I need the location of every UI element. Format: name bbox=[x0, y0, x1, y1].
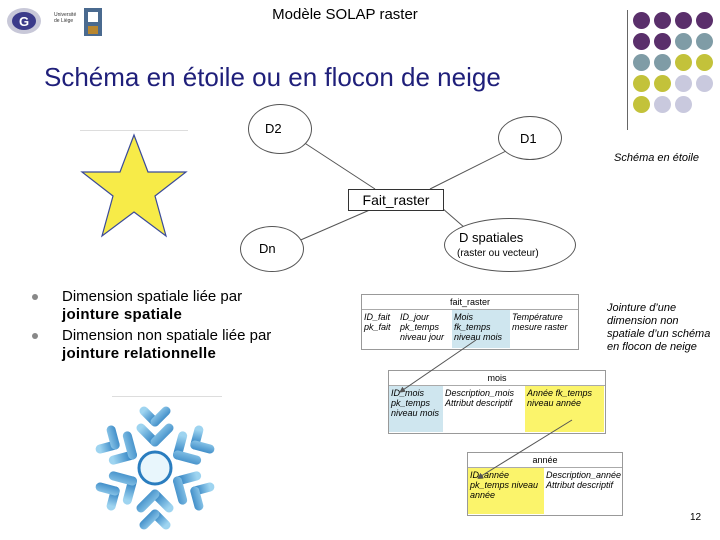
fait-raster-title: fait_raster bbox=[362, 295, 578, 310]
annee-title: année bbox=[468, 453, 622, 468]
dimension-spatial-sub: (raster ou vecteur) bbox=[457, 248, 539, 259]
star-schema-caption: Schéma en étoile bbox=[614, 152, 699, 164]
dimension-spatial-label: D spatiales bbox=[459, 230, 524, 245]
bullet-bold: jointure spatiale bbox=[62, 306, 183, 323]
fact-table-box: Fait_raster bbox=[348, 189, 444, 211]
table-cell: Température mesure raster bbox=[512, 312, 568, 332]
mois-title: mois bbox=[389, 371, 605, 386]
page-header-title: Modèle SOLAP raster bbox=[272, 6, 418, 23]
bullet-text: Dimension non spatiale liée par bbox=[62, 327, 272, 344]
table-cell: ID_fait pk_fait bbox=[364, 312, 391, 332]
snowflake-schema-caption: Jointure d’une dimension non spatiale d’un schéma en flocon de neige bbox=[607, 302, 711, 353]
table-cell: ID_mois pk_temps niveau mois bbox=[389, 386, 443, 432]
dimension-d2-label: D2 bbox=[265, 121, 282, 136]
page-number: 12 bbox=[690, 512, 702, 523]
bullet-text: Dimension spatiale liée par bbox=[62, 288, 243, 305]
table-cell: Description_année Attribut descriptif bbox=[546, 470, 622, 490]
table-cell: Année fk_temps niveau année bbox=[525, 386, 604, 432]
table-cell: ID_année pk_temps niveau année bbox=[468, 468, 544, 514]
bullet-bold: jointure relationnelle bbox=[62, 345, 217, 362]
dimension-dn-label: Dn bbox=[259, 241, 276, 256]
svg-text:G: G bbox=[19, 14, 30, 29]
table-cell: Mois fk_temps niveau mois bbox=[452, 310, 510, 348]
dimension-d1-label: D1 bbox=[520, 131, 537, 146]
ulg-logo-text: Université de Liège bbox=[54, 12, 77, 24]
table-cell: Description_mois Attribut descriptif bbox=[445, 388, 515, 408]
table-cell: ID_jour pk_temps niveau jour bbox=[400, 312, 445, 342]
slide-title: Schéma en étoile ou en flocon de neige bbox=[44, 62, 501, 92]
